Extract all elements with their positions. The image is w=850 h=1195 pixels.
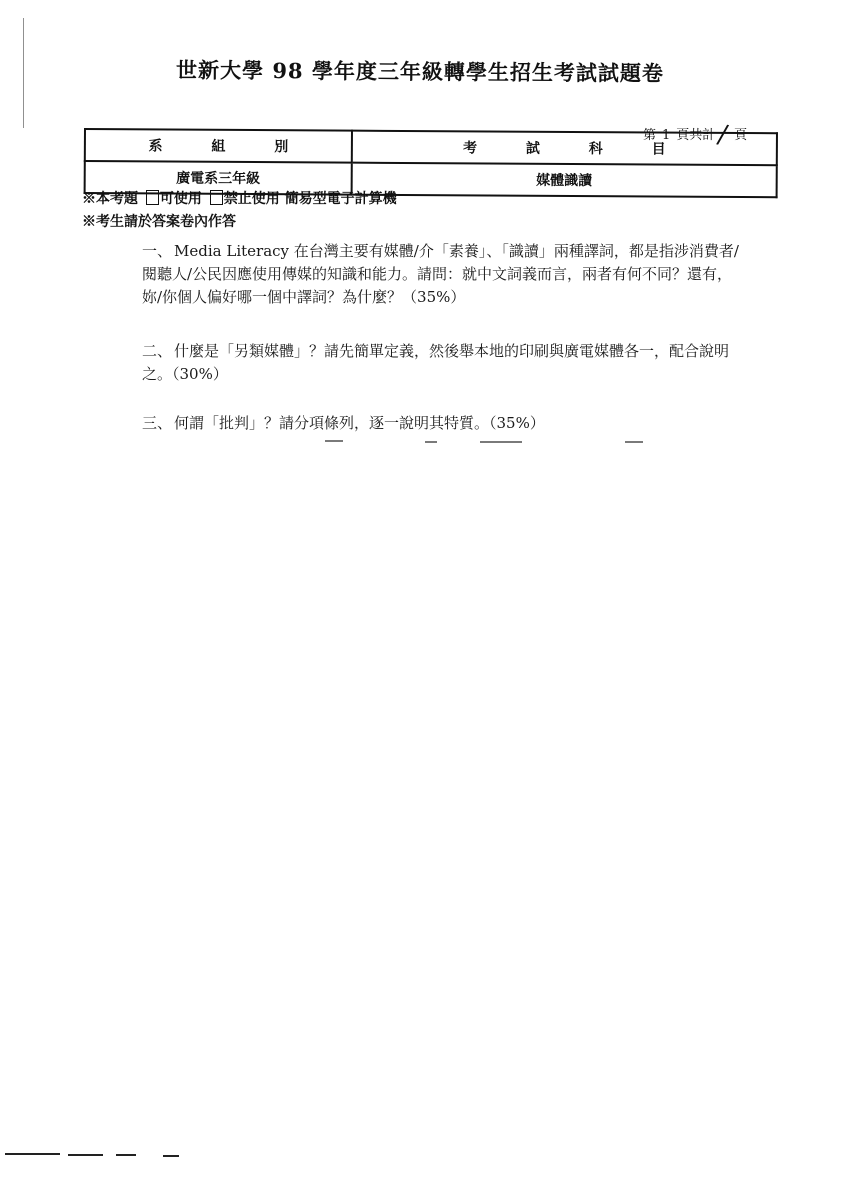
scan-artifact-line bbox=[325, 440, 343, 442]
question-number: 三、 bbox=[142, 414, 173, 432]
scan-artifact-line bbox=[425, 441, 437, 443]
scan-artifact-line bbox=[625, 441, 643, 443]
scan-artifact-bottom bbox=[163, 1155, 179, 1157]
subject-value-cell bbox=[352, 163, 777, 198]
scan-artifact-line bbox=[480, 441, 522, 443]
page-counter-prefix: 第 bbox=[643, 128, 657, 143]
calculator-note-suffix: 簡易型電子計算機 bbox=[284, 191, 397, 207]
subject-label-cell bbox=[352, 131, 777, 166]
handwritten-slash-mark: / bbox=[715, 119, 731, 151]
question-text: 什麼是「另類媒體」？請先簡單定義，然後舉本地的印刷與廣電媒體各一，配合說明之。（30%） bbox=[142, 342, 730, 383]
subject-value: 媒體識讀 bbox=[536, 172, 593, 190]
forbidden-checkbox bbox=[210, 190, 223, 205]
page-counter-suffix: 頁 bbox=[734, 128, 748, 143]
option-allowed: 可使用 bbox=[159, 191, 202, 207]
question-1 bbox=[142, 240, 742, 309]
question-number: 一、 bbox=[142, 242, 173, 260]
question-2 bbox=[142, 340, 742, 386]
option-forbidden: 禁止使用 bbox=[223, 191, 280, 207]
page-counter-middle: 頁共計 bbox=[676, 128, 716, 143]
question-text: 何謂「批判」？請分項條列，逐一說明其特質。（35%） bbox=[174, 414, 545, 432]
answer-sheet-note: ※考生請於答案卷內作答 bbox=[82, 214, 236, 230]
question-text: Media Literacy 在台灣主要有媒體/介「素養」、「識讀」兩種譯詞，都是指涉消費者/閱聽人/公民因應使用傳媒的知識和能力。請問：就中文詞義而言，兩者有何不同？還有，妳/你個人偏好哪一個中譯詞？為什麼？（35%） bbox=[142, 242, 739, 306]
calculator-note-prefix: ※本考題 bbox=[82, 191, 138, 207]
calculator-note bbox=[82, 188, 397, 208]
exam-title: 世新大學 98 學年度三年級轉學生招生考試試題卷 bbox=[175, 57, 664, 86]
scan-artifact-left-edge bbox=[23, 18, 24, 128]
question-number: 二、 bbox=[142, 342, 173, 360]
dept-label-cell bbox=[85, 129, 352, 163]
scan-artifact-bottom bbox=[5, 1153, 60, 1155]
subject-label: 考 試 科 目 bbox=[463, 140, 688, 158]
dept-value: 廣電系三年級 bbox=[176, 170, 261, 188]
question-3 bbox=[142, 412, 742, 435]
scan-artifact-bottom bbox=[116, 1154, 136, 1156]
dept-label: 系 組 別 bbox=[148, 138, 311, 156]
scan-artifact-bottom bbox=[68, 1154, 103, 1156]
page-number: 1 bbox=[662, 128, 671, 143]
allowed-checkbox bbox=[146, 190, 159, 205]
